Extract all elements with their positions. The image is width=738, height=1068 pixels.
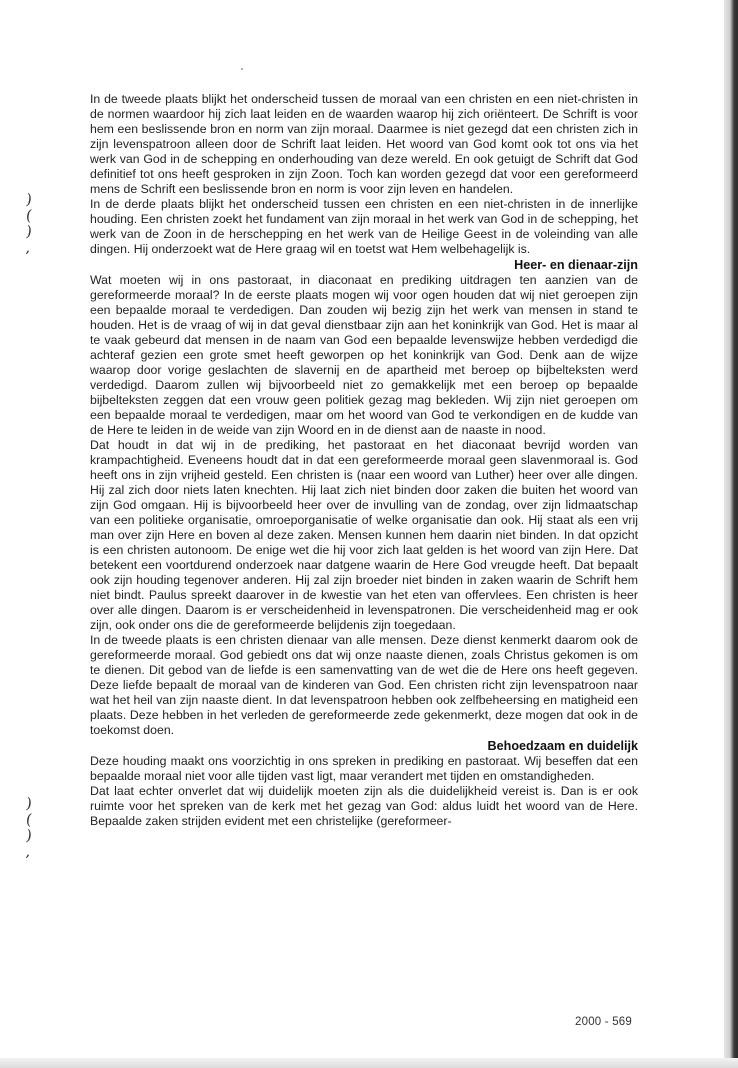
paragraph: Deze houding maakt ons voorzichtig in ons spreken in prediking en pastoraat. Wij beseffen dat een bepaalde moraal niet voor alle tijden vast ligt, maar verandert met tijden en omstandigheden.	[90, 754, 638, 783]
paragraph: In de derde plaats blijkt het onderscheid tussen een christen en een niet-christen in de innerlijke houding. Een christen zoekt het fundament van zijn moraal in het werk van God in de schepping, het werk van de Zoon in de herschepping en het werk van de Heilige Geest in de voleinding van alle dingen. Hij onderzoekt wat de Here graag wil en toetst wat Hem welbehagelijk is.	[90, 197, 638, 256]
section-heading: Heer- en dienaar-zijn	[514, 258, 638, 272]
paragraph: In de tweede plaats is een christen dienaar van alle mensen. Deze dienst kenmerkt daarom ook de gereformeerde moraal. God gebiedt ons dat wij onze naaste dienen, zoals Christus gekomen is om te dienen. Dit gebod van de liefde is een samenvatting van de wet die de Here ons heeft gegeven. Deze liefde bepaalt de moraal van de kinderen van God. Een christen richt zijn levenspatroon naar wat het heil van zijn naaste dient. In dat levenspatroon hebben ook zelfbeheersing en matigheid een plaats. Deze hebben in het verleden de gereformeerde zede gekenmerkt, deze mogen dat ook in de toekomst doen.	[90, 633, 638, 737]
paragraph: Dat houdt in dat wij in de prediking, het pastoraat en het diaconaat bevrijd worden van krampachtigheid. Eveneens houdt dat in dat een gereformeerde moraal geen slavenmoraal is. God heeft ons in zijn vrijheid gesteld. Een christen is (naar een woord van Luther) heer over alle dingen. Hij zal zich door niets laten knechten. Hij laat zich niet binden door zaken die buiten het woord van zijn God omgaan. Hij is bijvoorbeeld heer over de invulling van de zondag, over zijn lidmaatschap van een politieke organisatie, omroeporganisatie of welke organisatie dan ook. Hij staat als een vrij man over zijn Here en boven al deze zaken. Mensen kunnen hem daarin niet binden. In dat opzicht is een christen autonoom. De enige wet die hij voor zich laat gelden is het woord van zijn Here. Dat betekent een voortdurend onderzoek naar datgene waarin de Here God vreugde heeft. Dat bepaalt ook zijn houding tegenover anderen. Hij zal zijn broeder niet binden in zaken waarin de Schrift hem niet bindt. Paulus spreekt daarover in de kwestie van het eten van offervlees. Een christen is heer over alle dingen. Daarom is er verscheidenheid in levenspatronen. Die verscheidenheid mag er ook zijn, ook onder ons die de gereformeerde belijdenis zijn toegedaan.	[90, 438, 638, 632]
paragraph: Dat laat echter onverlet dat wij duidelijk moeten zijn als die duidelijkheid vereist is. Dan is er ook ruimte voor het spreken van de kerk met het gezag van God: aldus luidt het woord van de Here. Bepaalde zaken strijden evident met een christelijke (gereformeer-	[90, 784, 638, 828]
binding-hole-mark-bottom: ) ( ) ,	[24, 793, 34, 861]
section-heading: Behoedzaam en duidelijk	[487, 739, 638, 753]
page-number: 2000 - 569	[575, 1016, 632, 1028]
paragraph: Wat moeten wij in ons pastoraat, in diaconaat en prediking uitdragen ten aanzien van de gereformeerde moraal? In de eerste plaats mogen wij voor ogen houden dat wij niet geroepen zijn een bepaalde moraal te verdedigen. Dan zouden wij bezig zijn het werk van mensen in stand te houden. Het is de vraag of wij in dat geval dienstbaar zijn aan het koninkrijk van God. Het is maar al te vaak gebeurd dat mensen in de naam van God een bepaalde levenswijze hebben verdedigd die achteraf gezien een grote smet heeft geworpen op het koninkrijk van God. Denk aan de wijze waarop door vorige geslachten de slavernij en de apartheid met beroep op bijbelteksten werd verdedigd. Daarom zullen wij bijvoorbeeld niet zo gemakkelijk met een beroep op bepaalde bijbelteksten zeggen dat een vrouw geen politiek gezag mag bekleden. Wij zijn niet geroepen om een bepaalde moraal te verdedigen, maar om het woord van God te verkondigen en de kudde van de Here te leiden in de weide van zijn Woord en in de dienst aan de naaste in nood.	[90, 273, 638, 437]
paragraph: In de tweede plaats blijkt het onderscheid tussen de moraal van een christen en een niet-christen in de normen waardoor hij zich laat leiden en de waarden waarop hij zich oriënteert. De Schrift is voor hem een beslissende bron en norm van zijn moraal. Daarmee is niet gezegd dat een christen zich in zijn levenspatroon alleen door de Schrift laat leiden. Het woord van God komt ook tot ons via het werk van God in de schepping en onderhouding van deze wereld. En ook getuigt de Schrift dat God definitief tot ons heeft gesproken in zijn Zoon. Toch kan worden gezegd dat voor een gereformeerd mens de Schrift een beslissende bron en norm is voor zijn leven en handelen.	[90, 92, 638, 196]
scan-bottom-edge	[0, 1058, 738, 1068]
article-body	[90, 92, 638, 829]
scan-shadow-edge	[724, 0, 738, 1068]
speck	[241, 68, 243, 70]
binding-hole-mark-top: ) ( ) ,	[24, 189, 34, 257]
